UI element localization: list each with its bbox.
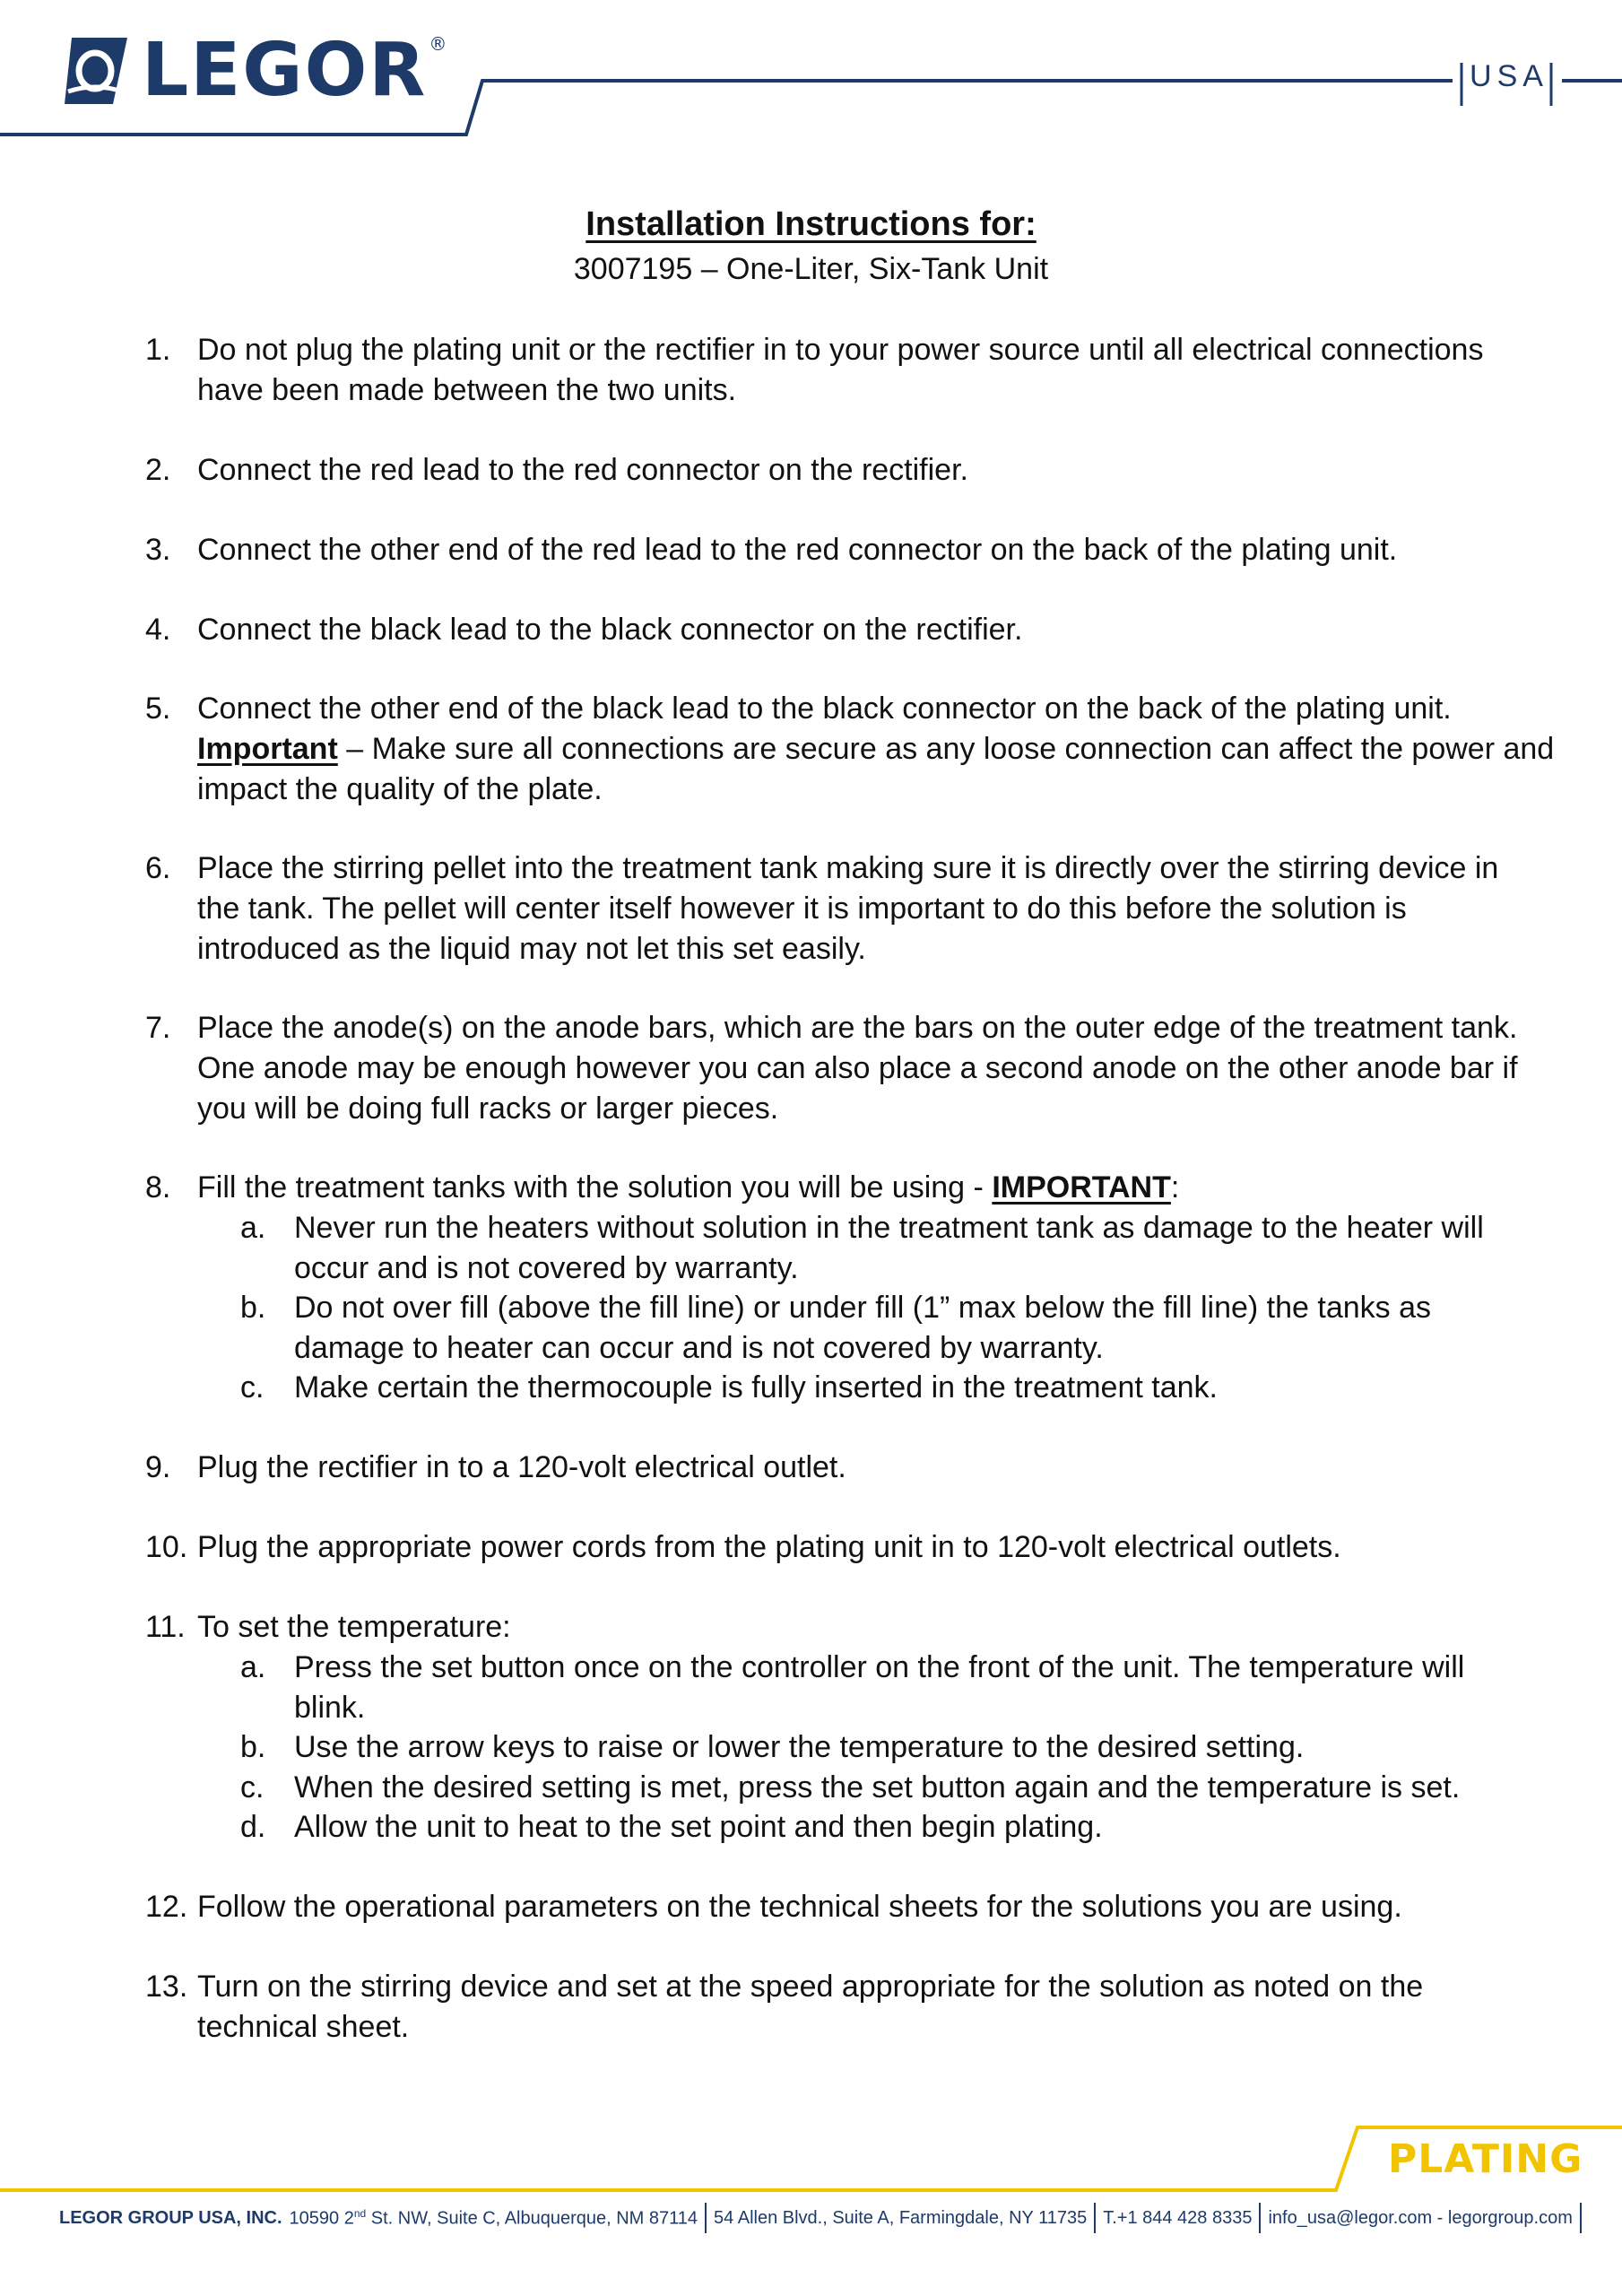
item-number: 2. <box>145 453 171 487</box>
brand-name: LEGOR <box>142 28 428 113</box>
sub-item-letter: c. <box>240 1770 265 1805</box>
sub-item-letter: c. <box>240 1370 265 1405</box>
sub-item-letter: a. <box>240 1211 266 1245</box>
item-text: Connect the other end of the black lead to the black connector on the back of the plating unit. <box>197 691 1452 726</box>
item-text: introduced as the liquid may not let this set easily. <box>197 932 866 966</box>
address-farmingdale: 54 Allen Blvd., Suite A, Farmingdale, NY 11735 <box>714 2207 1088 2228</box>
item-text: To set the temperature: <box>197 1610 511 1644</box>
item-number: 1. <box>145 333 171 367</box>
item-number: 6. <box>145 851 171 885</box>
sub-item-letter: b. <box>240 1291 266 1325</box>
item-text: Connect the red lead to the red connector on the rectifier. <box>197 453 968 487</box>
item-text: you will be doing full racks or larger pieces. <box>197 1091 779 1126</box>
sub-item-text: Use the arrow keys to raise or lower the temperature to the desired setting. <box>294 1730 1305 1764</box>
important-note <box>197 729 1560 770</box>
plating-tag: PLATING <box>1388 2136 1583 2182</box>
item-text: Connect the black lead to the black connector on the rectifier. <box>197 613 1023 647</box>
divider <box>705 2203 707 2233</box>
country-label: USA <box>1470 59 1548 93</box>
item-number: 8. <box>145 1170 171 1205</box>
page-title: Installation Instructions for: <box>585 205 1037 243</box>
legor-mark-icon <box>59 32 136 109</box>
item-text: Turn on the stirring device and set at the speed appropriate for the solution as noted on the <box>197 1970 1424 2004</box>
item-text: Plug the appropriate power cords from the plating unit in to 120-volt electrical outlets. <box>197 1530 1341 1564</box>
sub-item-letter: b. <box>240 1730 266 1764</box>
sub-item-text: blink. <box>294 1691 366 1725</box>
item-text: Place the anode(s) on the anode bars, which are the bars on the outer edge of the treatment tank. <box>197 1011 1518 1045</box>
item-text: Follow the operational parameters on the technical sheets for the solutions you are using. <box>197 1890 1402 1924</box>
item-text: Do not plug the plating unit or the rectifier in to your power source until all electrical connections <box>197 333 1484 367</box>
item-text-pre: Fill the treatment tanks with the solution you will be using - <box>197 1170 993 1205</box>
footer-contact <box>59 2203 1589 2233</box>
item-text: impact the quality of the plate. <box>197 772 603 806</box>
divider <box>1580 2203 1582 2233</box>
item-text-post: : <box>1170 1170 1180 1205</box>
page-subtitle: 3007195 – One-Liter, Six-Tank Unit <box>573 252 1049 286</box>
item-number: 11. <box>145 1610 186 1644</box>
item-text: One anode may be enough however you can also place a second anode on the other anode bar if <box>197 1051 1518 1085</box>
contact-email-web[interactable]: info_usa@legor.com - legorgroup.com <box>1268 2207 1573 2228</box>
item-number: 3. <box>145 533 171 567</box>
sub-item-text: Allow the unit to heat to the set point and then begin plating. <box>294 1810 1103 1844</box>
item-number: 13. <box>145 1970 188 2004</box>
important-text: – Make sure all connections are secure as any loose connection can affect the power and <box>337 732 1555 766</box>
sub-item-text: Never run the heaters without solution in the treatment tank as damage to the heater will <box>294 1211 1484 1245</box>
item-number: 10. <box>145 1530 188 1564</box>
divider <box>1259 2203 1261 2233</box>
sub-item-letter: a. <box>240 1650 266 1684</box>
sub-item-text: Make certain the thermocouple is fully inserted in the treatment tank. <box>294 1370 1218 1405</box>
address-albuquerque: 10590 2nd St. NW, Suite C, Albuquerque, NM 87114 <box>289 2206 698 2229</box>
item-text: the tank. The pellet will center itself however it is important to do this before the solution is <box>197 891 1407 926</box>
item-text: technical sheet. <box>197 2010 410 2044</box>
registered-mark: ® <box>429 33 447 55</box>
sub-item-text: damage to heater can occur and is not covered by warranty. <box>294 1331 1104 1365</box>
item-number: 4. <box>145 613 171 647</box>
item-text: Connect the other end of the red lead to the red connector on the back of the plating unit. <box>197 533 1398 567</box>
important-label: Important <box>197 732 338 766</box>
item-number: 9. <box>145 1450 171 1484</box>
item-text <box>197 1168 1560 1208</box>
item-text: have been made between the two units. <box>197 373 737 407</box>
divider <box>1094 2203 1096 2233</box>
sub-item-text: When the desired setting is met, press the set button again and the temperature is set. <box>294 1770 1461 1805</box>
sub-item-text: occur and is not covered by warranty. <box>294 1251 799 1285</box>
item-text: Place the stirring pellet into the treatment tank making sure it is directly over the stirring device in <box>197 851 1499 885</box>
item-number: 12. <box>145 1890 188 1924</box>
sub-item-text: Do not over fill (above the fill line) or under fill (1” max below the fill line) the tanks as <box>294 1291 1432 1325</box>
company-name: LEGOR GROUP USA, INC. <box>59 2207 282 2228</box>
footer-rule <box>0 2117 1622 2197</box>
sub-item-letter: d. <box>240 1810 266 1844</box>
item-number: 5. <box>145 691 171 726</box>
legor-logo <box>59 28 447 113</box>
phone-number: T.+1 844 428 8335 <box>1103 2207 1253 2228</box>
important-label: IMPORTANT <box>992 1170 1171 1205</box>
sub-item-text: Press the set button once on the controller on the front of the unit. The temperature will <box>294 1650 1465 1684</box>
item-number: 7. <box>145 1011 171 1045</box>
item-text: Plug the rectifier in to a 120-volt electrical outlet. <box>197 1450 846 1484</box>
